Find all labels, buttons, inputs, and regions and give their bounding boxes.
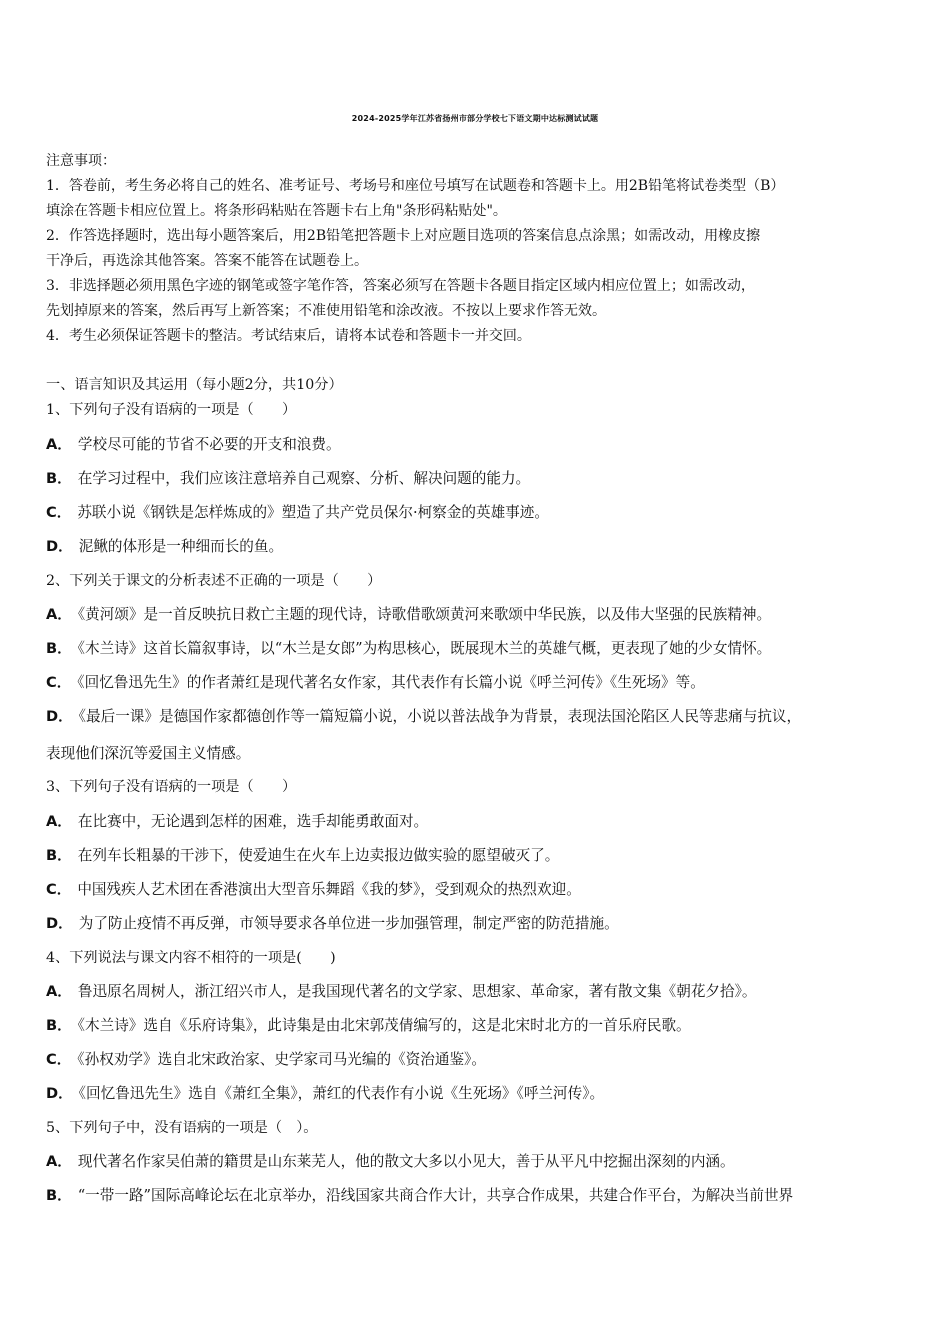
question-stem-5: 5、下列句子中，没有语病的一项是（ ）。 <box>46 1120 318 1136</box>
option-text: 现代著名作家吴伯萧的籍贯是山东莱芜人，他的散文大多以小见大，善于从平凡中挖掘出深刻的内涵。 <box>77 1153 735 1170</box>
notice-line: 4．考生必须保证答题卡的整洁。考试结束后，请将本试卷和答题卡一并交回。 <box>46 328 531 344</box>
option-label: B． <box>46 847 72 864</box>
question-3-option-c <box>46 880 581 900</box>
option-text: 在列车长粗暴的干涉下，使爱迪生在火车上边卖报边做实验的愿望破灭了。 <box>77 847 560 864</box>
option-text: 在比赛中，无论遇到怎样的困难，选手却能勇敢面对。 <box>77 813 429 830</box>
question-1-option-d <box>46 537 283 557</box>
question-2-option-b <box>46 639 771 659</box>
question-4-option-a <box>46 982 757 1002</box>
option-label: B． <box>46 1187 72 1204</box>
option-text: 《孙权劝学》选自北宋政治家、史学家司马光编的《资治通鉴》。 <box>77 1051 486 1068</box>
question-3-option-d <box>46 914 619 934</box>
option-label: A． <box>46 1153 72 1170</box>
option-text: 泥鳅的体形是一种细而长的鱼。 <box>78 538 284 555</box>
option-text: 《回忆鲁迅先生》的作者萧红是现代著名女作家，其代表作有长篇小说《呼兰河传》《生死场》等。 <box>77 674 705 691</box>
option-label: A． <box>46 813 72 830</box>
notice-heading: 注意事项： <box>46 153 116 169</box>
notice-line: 1．答卷前，考生务必将自己的姓名、准考证号、考场号和座位号填写在试题卷和答题卡上。用2B铅笔将试卷类型（B） <box>46 178 785 194</box>
option-label: B． <box>46 1017 72 1034</box>
option-text: “一带一路”国际高峰论坛在北京举办，沿线国家共商合作大计，共享合作成果，共建合作平台，为解决当前世界 <box>77 1187 794 1204</box>
option-text: 学校尽可能的节省不必要的开支和浪费。 <box>77 436 341 453</box>
option-label: C． <box>46 1051 72 1068</box>
option-label: D． <box>46 538 73 555</box>
question-stem-3: 3、下列句子没有语病的一项是（ ） <box>46 779 297 795</box>
section-heading: 一、语言知识及其运用（每小题2分，共10分） <box>46 377 343 393</box>
page-title: 2024-2025学年江苏省扬州市部分学校七下语文期中达标测试试题 <box>351 114 599 123</box>
notice-line: 填涂在答题卡相应位置上。将条形码粘贴在答题卡右上角"条形码粘贴处"。 <box>46 203 507 219</box>
question-1-option-a <box>46 435 341 455</box>
option-label: A． <box>46 436 72 453</box>
option-text: 鲁迅原名周树人，浙江绍兴市人，是我国现代著名的文学家、思想家、革命家，著有散文集《朝花夕拾》。 <box>77 983 757 1000</box>
notice-line: 先划掉原来的答案，然后再写上新答案；不准使用铅笔和涂改液。不按以上要求作答无效。 <box>46 303 606 319</box>
option-label: C． <box>46 504 72 521</box>
option-text: 《最后一课》是德国作家都德创作等一篇短篇小说，小说以普法战争为背景，表现法国沦陷区人民等悲痛与抗议， <box>78 708 802 725</box>
notice-line: 3．非选择题必须用黑色字迹的钢笔或签字笔作答，答案必须写在答题卡各题目指定区域内相应位置上；如需改动， <box>46 278 755 294</box>
option-text: 在学习过程中，我们应该注意培养自己观察、分析、解决问题的能力。 <box>77 470 531 487</box>
question-4-option-d <box>46 1084 604 1104</box>
option-label: D． <box>46 915 73 932</box>
question-2-option-d <box>46 707 801 727</box>
question-2-option-a <box>46 605 771 625</box>
option-label: A． <box>46 983 72 1000</box>
option-label: B． <box>46 640 72 657</box>
question-stem-1: 1、下列句子没有语病的一项是（ ） <box>46 402 297 418</box>
notice-line: 2．作答选择题时，选出每小题答案后，用2B铅笔把答题卡上对应题目选项的答案信息点涂黑；如需改动，用橡皮擦 <box>46 228 761 244</box>
option-text: 《回忆鲁迅先生》选自《萧红全集》，萧红的代表作有小说《生死场》《呼兰河传》。 <box>78 1085 605 1102</box>
option-text: 苏联小说《钢铁是怎样炼成的》塑造了共产党员保尔·柯察金的英雄事迹。 <box>77 504 549 521</box>
question-3-option-b <box>46 846 559 866</box>
option-label: C． <box>46 881 72 898</box>
question-stem-4: 4、下列说法与课文内容不相符的一项是( ) <box>46 950 336 966</box>
question-2-option-c <box>46 673 705 693</box>
option-label: B． <box>46 470 72 487</box>
option-label: C． <box>46 674 72 691</box>
question-4-option-b <box>46 1016 691 1036</box>
option-label: D． <box>46 1085 73 1102</box>
option-text: 《黄河颂》是一首反映抗日救亡主题的现代诗，诗歌借歌颂黄河来歌颂中华民族，以及伟大坚强的民族精神。 <box>77 606 772 623</box>
option-text: 《木兰诗》这首长篇叙事诗，以“木兰是女郎”为构思核心，既展现木兰的英雄气概，更表现了她的少女情怀。 <box>77 640 772 657</box>
question-3-option-a <box>46 812 428 832</box>
question-5-option-a <box>46 1152 735 1172</box>
notice-line: 干净后，再选涂其他答案。答案不能答在试题卷上。 <box>46 253 368 269</box>
question-4-option-c <box>46 1050 486 1070</box>
option-text: 中国残疾人艺术团在香港演出大型音乐舞蹈《我的梦》，受到观众的热烈欢迎。 <box>77 881 581 898</box>
option-label: A． <box>46 606 72 623</box>
option-text: 为了防止疫情不再反弹，市领导要求各单位进一步加强管理，制定严密的防范措施。 <box>78 915 619 932</box>
question-stem-2: 2、下列关于课文的分析表述不正确的一项是（ ） <box>46 573 382 589</box>
option-label: D． <box>46 708 73 725</box>
question-1-option-c <box>46 503 549 523</box>
question-5-option-b <box>46 1186 793 1206</box>
question-1-option-b <box>46 469 530 489</box>
option-text: 《木兰诗》选自《乐府诗集》，此诗集是由北宋郭茂倩编写的，这是北宋时北方的一首乐府民歌。 <box>77 1017 691 1034</box>
question-2-option-d-continued: 表现他们深沉等爱国主义情感。 <box>46 745 251 762</box>
